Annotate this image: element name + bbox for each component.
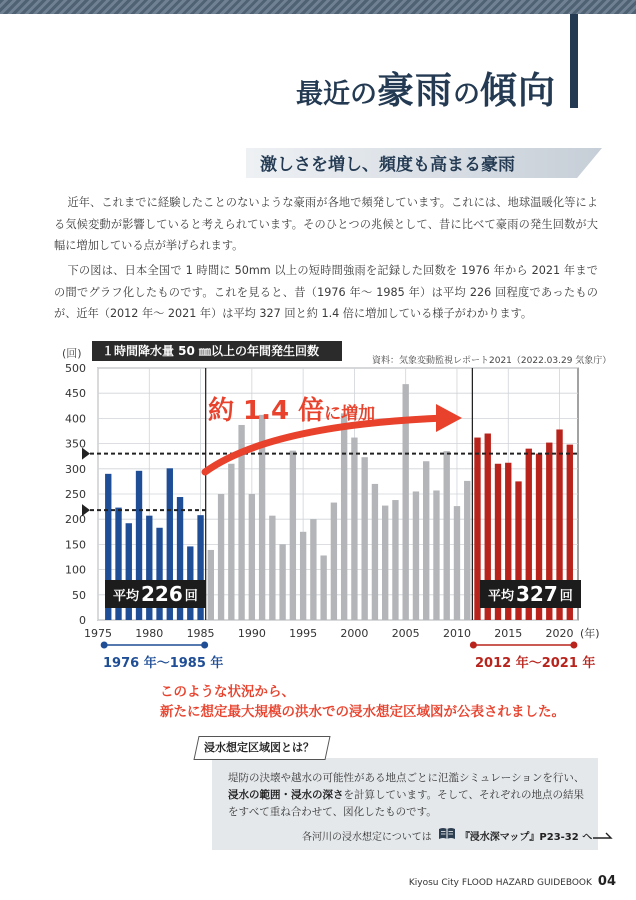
bar [372,484,378,620]
bar [269,516,275,620]
period-old-label: 1976 年～1985 年 [103,656,224,671]
page-number: 04 [597,874,616,889]
y-tick-label: 350 [65,437,86,451]
bar [310,519,316,620]
bar [392,500,398,620]
y-tick-label: 150 [65,538,86,552]
avg-old-prefix: 平均 [113,588,140,604]
avg-new-value: 327 [516,582,558,606]
average-pointer-new [82,448,90,460]
title-part-4: 傾向 [480,69,556,112]
hazard-map-link[interactable]: 『浸水深マップ』P23-32 へ [459,831,593,843]
bar [341,413,347,620]
section-subtitle: 激しさを増し、頻度も高まる豪雨 [260,155,515,175]
bar [249,494,255,620]
average-old-badge [105,580,206,608]
bar [300,532,306,620]
conclusion-line-2: 新たに想定最大規模の洪水での浸水想定区域図が公表されました。 [160,704,565,720]
title-part-3: の [453,79,480,110]
bar [320,555,326,620]
period-new-label: 2012 年～2021 年 [475,656,596,671]
period-old-range-start-dot [101,642,108,649]
info-bold-depth: 浸水の深さ [291,789,344,801]
avg-old-value: 226 [141,582,183,606]
y-tick-label: 250 [65,488,86,501]
y-tick-label: 400 [65,412,86,426]
info-text-a: 堤防の決壊や越水の可能性がある地点ごとに氾濫シミュレーションを行い、 [228,772,585,784]
avg-new-prefix: 平均 [488,588,515,604]
bar [382,506,388,620]
y-axis-unit: (回) [62,347,82,360]
info-tab-label: 浸水想定区域図とは？ [204,741,314,754]
info-body [228,770,588,821]
info-text-b: を計算しています。そして、それぞれの地点の結果をすべて重ね合わせて、図化したものです。 [228,789,584,818]
x-tick-label: 2020 [545,627,574,640]
conclusion [160,682,565,722]
bar [208,550,214,620]
title-part-1: 最近の [296,79,377,110]
x-tick-label: 1985 [186,627,215,640]
title-part-2: 豪雨 [377,69,453,112]
intro-paragraph-1: 近年、これまでに経験したことのないような豪雨が各地で頻発しています。これには、地球温暖化等による気候変動が影響していると考えられています。そのひとつの兆候として、昔に比べて豪雨の発生回数が大幅に増加している点が挙げられます。 [54,196,598,252]
x-tick-label: 1980 [135,627,164,640]
increase-suffix: に増加 [324,404,376,424]
bar [454,506,460,620]
y-tick-label: 50 [72,588,86,602]
bar [433,490,439,620]
info-bold-range: 浸水の範囲 [228,789,281,801]
arrow-right-icon [592,830,614,840]
footer-guide-name: Kiyosu City FLOOD HAZARD GUIDEBOOK [408,878,592,888]
info-reference [302,827,614,843]
info-ref-text: 各河川の浸水想定については [302,831,432,843]
increase-annotation [208,390,375,427]
footer [409,874,616,889]
y-tick-label: 200 [65,513,86,527]
x-tick-label: 2010 [442,627,471,640]
bar [444,451,450,620]
y-tick-label: 0 [79,614,86,627]
bar [351,438,357,620]
x-tick-label: 2000 [340,627,369,640]
x-tick-label: 1995 [289,627,318,640]
bar [361,457,367,620]
y-tick-label: 300 [65,462,86,476]
bar [228,464,234,620]
y-tick-label: 100 [65,563,86,577]
chart-source: 資料：気象変動監視レポート2021（2022.03.29 気象庁） [372,356,612,366]
x-axis-unit: (年) [580,627,600,640]
bar [290,451,296,620]
avg-old-suffix: 回 [184,588,198,604]
chart-title-badge: １時間降水量 50 ㎜以上の年間発生回数 [92,341,342,361]
period-new-range-start-dot [470,642,477,649]
x-tick-label: 2015 [494,627,523,640]
bar [279,544,285,620]
book-icon [438,827,456,843]
period-new-range-end-dot [570,642,577,649]
x-tick-label: 1975 [84,627,112,640]
y-tick-label: 450 [65,387,86,401]
avg-new-suffix: 回 [559,588,573,604]
bar [331,503,337,620]
y-tick-label: 500 [65,362,86,375]
average-new-badge [480,580,581,608]
bar [218,494,224,620]
bar [413,491,419,620]
x-tick-label: 1990 [237,627,266,640]
period-old-range-end-dot [201,642,208,649]
bar [464,481,470,620]
info-bold-sep: ・ [280,789,291,801]
bar [423,461,429,620]
intro-paragraph-2: 下の図は、日本全国で 1 時間に 50mm 以上の短時間強雨を記録した回数を 1976 年から 2021 年までの間でグラフ化したものです。これを見ると、昔（1976 年～ 1985 年）は平均 226 回程度であったものが、近年（2012 年～ 2021 年）は平均 327 回と約 1.4 倍に増加している様子がわかります。 [54,264,598,320]
x-tick-label: 2005 [391,627,420,640]
average-pointer-old [82,504,90,516]
conclusion-line-1: このような状況から、 [160,684,295,700]
increase-main: 約 1.4 倍 [208,396,325,426]
